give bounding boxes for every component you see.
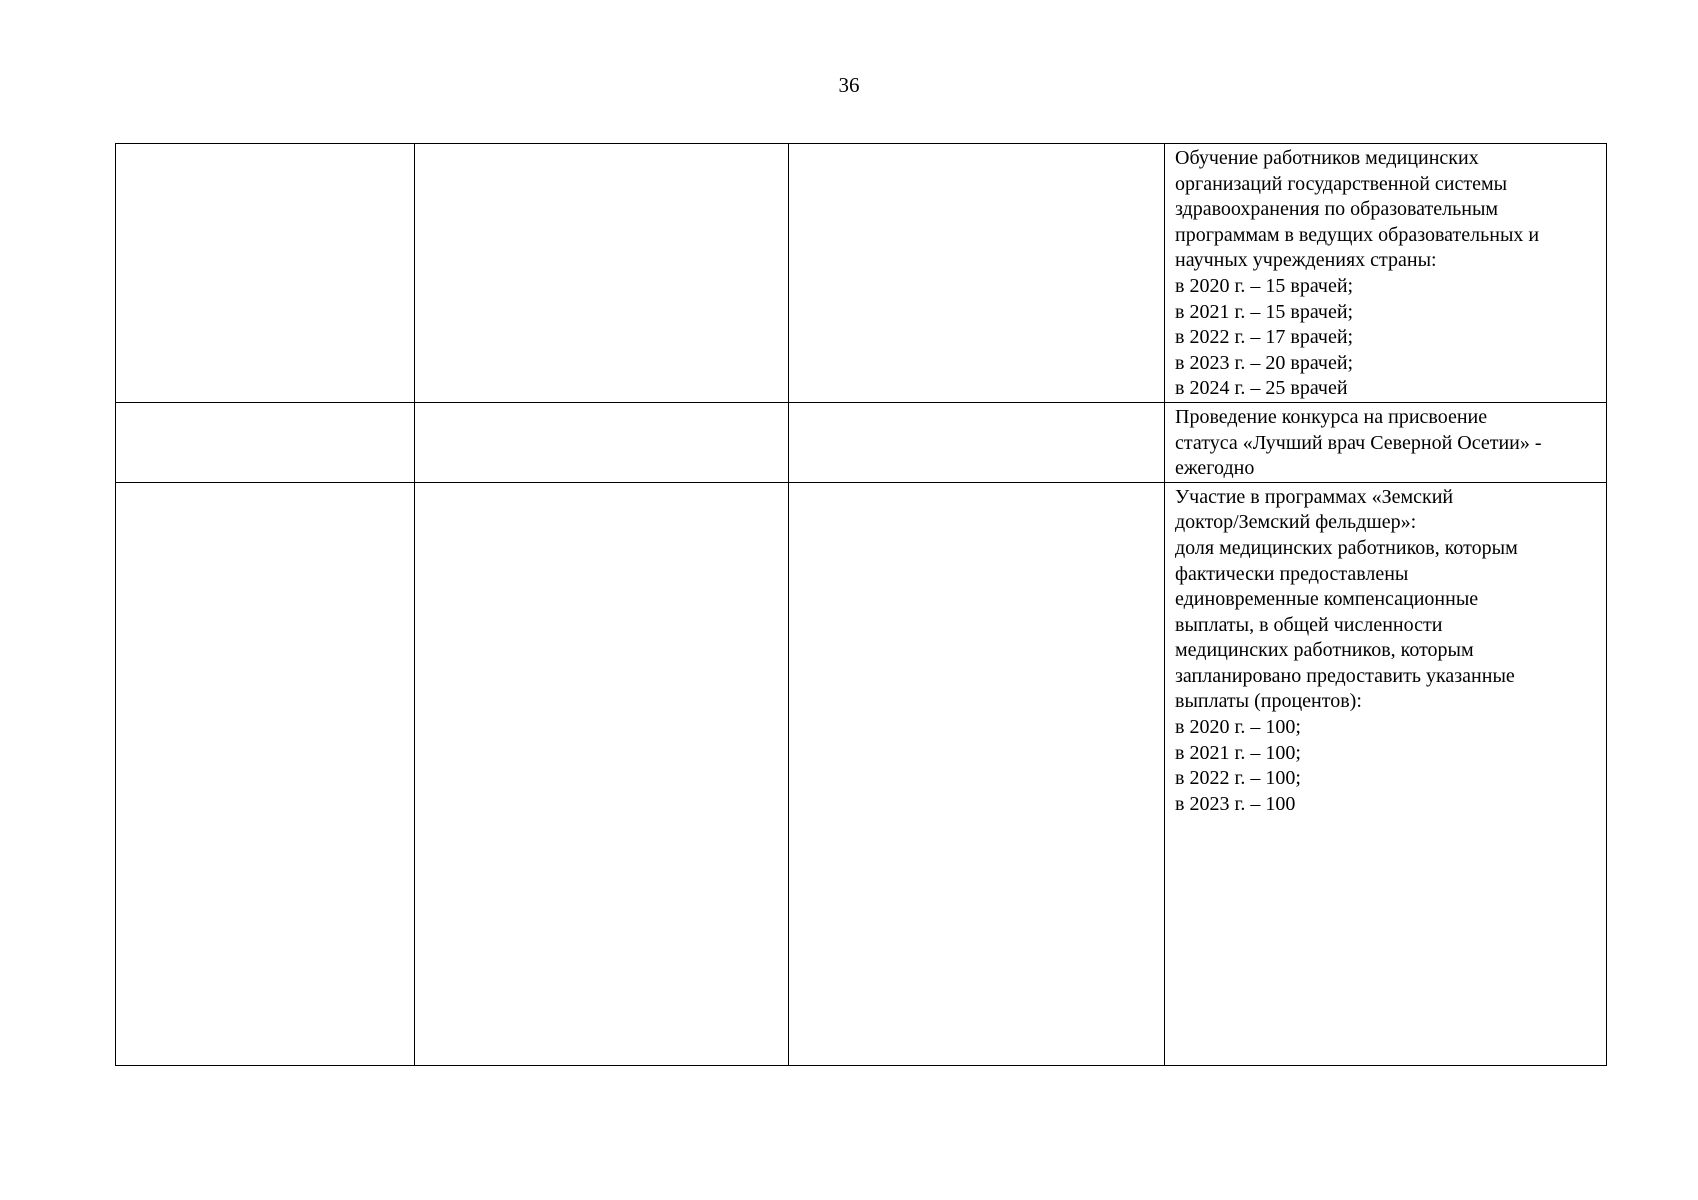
table-row — [116, 482, 1607, 1065]
cell-text-line: доля медицинских работников, которым — [1175, 536, 1518, 559]
table-cell — [789, 402, 1165, 482]
table-cell — [1165, 402, 1607, 482]
cell-text-line: Участие в программах «Земский — [1175, 485, 1454, 508]
cell-text-line: здравоохранения по образовательным — [1175, 198, 1499, 221]
table-cell — [415, 482, 789, 1065]
document-table — [115, 143, 1607, 1066]
table-cell — [789, 482, 1165, 1065]
cell-text-line: доктор/Земский фельдшер»: — [1175, 511, 1417, 534]
cell-text-line: запланировано предоставить указанные — [1175, 664, 1515, 687]
cell-text-line: медицинских работников, которым — [1175, 639, 1474, 662]
page-number: 36 — [838, 73, 860, 97]
cell-text-line: в 2020 г. – 100; — [1175, 716, 1301, 739]
cell-text-line: фактически предоставлены — [1175, 562, 1409, 585]
cell-text-line: ежегодно — [1175, 457, 1255, 480]
cell-text-line: в 2021 г. – 100; — [1175, 741, 1301, 764]
table-cell — [1165, 482, 1607, 1065]
cell-text-line: Проведение конкурса на присвоение — [1175, 405, 1488, 428]
cell-text-line: в 2021 г. – 15 врачей; — [1175, 300, 1354, 323]
table-cell — [116, 482, 415, 1065]
cell-text-line: организаций государственной системы — [1175, 172, 1508, 195]
cell-text-line: программам в ведущих образовательных и — [1175, 223, 1540, 246]
cell-text-line: в 2020 г. – 15 врачей; — [1175, 274, 1354, 297]
table-cell — [116, 144, 415, 403]
cell-text-line: выплаты (процентов): — [1175, 690, 1362, 713]
table-cell — [415, 144, 789, 403]
table-cell — [415, 402, 789, 482]
table-row — [116, 144, 1607, 403]
cell-text-line: единовременные компенсационные — [1175, 588, 1479, 611]
cell-text-line: научных учреждениях страны: — [1175, 249, 1437, 272]
cell-text-line: выплаты, в общей численности — [1175, 613, 1443, 636]
table-cell — [116, 402, 415, 482]
table-row — [116, 402, 1607, 482]
cell-text-line: в 2023 г. – 100 — [1175, 792, 1296, 815]
cell-text-line: в 2022 г. – 17 врачей; — [1175, 326, 1354, 349]
table-cell — [1165, 144, 1607, 403]
table-cell — [789, 144, 1165, 403]
table-body — [116, 144, 1607, 1066]
cell-text-line: Обучение работников медицинских — [1175, 147, 1479, 169]
cell-text-line: статуса «Лучший врач Северной Осетии» - — [1175, 431, 1542, 454]
cell-text-line: в 2023 г. – 20 врачей; — [1175, 351, 1354, 374]
cell-text-line: в 2024 г. – 25 врачей — [1175, 377, 1348, 400]
cell-text-line: в 2022 г. – 100; — [1175, 767, 1301, 790]
